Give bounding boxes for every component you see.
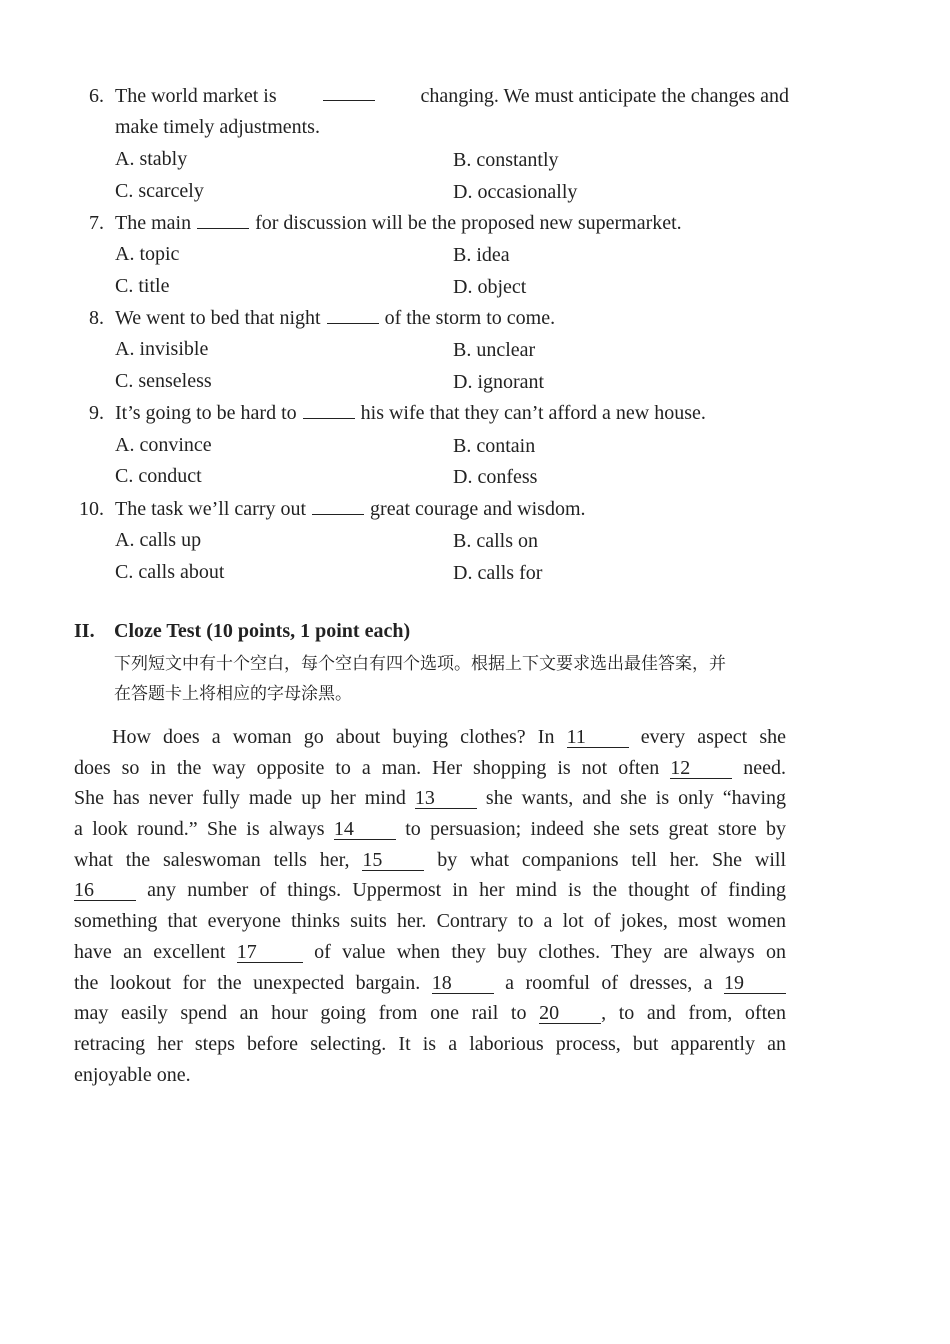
option-c: C. conduct xyxy=(115,465,202,487)
section-title: Cloze Test (10 points, 1 point each) xyxy=(114,620,411,642)
question-number: 8. xyxy=(89,307,104,329)
blank-19: 19 xyxy=(724,973,786,994)
answer-blank xyxy=(327,307,379,324)
stem-text: The world market is xyxy=(115,85,277,107)
option-d: D. occasionally xyxy=(453,181,578,203)
passage-line xyxy=(74,722,786,753)
option-a: A. calls up xyxy=(115,529,202,551)
blank-14: 14 xyxy=(334,819,396,840)
passage-text: She has never fully made up her mind xyxy=(74,787,406,810)
passage-line xyxy=(74,814,786,845)
passage-text: a look round.” She is always xyxy=(74,818,325,841)
question-stem xyxy=(115,211,682,235)
option-d: D. ignorant xyxy=(453,371,545,393)
question-number: 6. xyxy=(89,85,104,107)
question-stem xyxy=(115,401,706,425)
blank-20: 20 xyxy=(539,1003,601,1024)
stem-text: great courage and wisdom. xyxy=(370,498,586,520)
option-b: B. unclear xyxy=(453,339,536,361)
passage-text: does so in the way opposite to a man. Her shopping is not often xyxy=(74,756,660,779)
answer-blank xyxy=(323,84,375,101)
passage-line: enjoyable one. xyxy=(74,1063,191,1086)
blank-15: 15 xyxy=(362,850,424,871)
passage-text: what the saleswoman tells her, xyxy=(74,848,350,871)
passage-line: retracing her steps before selecting. It is a laborious process, but apparently an xyxy=(74,1032,786,1055)
passage-line xyxy=(74,937,786,968)
passage-text: have an excellent xyxy=(74,940,226,963)
stem-text: The task we’ll carry out xyxy=(115,498,307,520)
option-a: A. invisible xyxy=(115,338,209,360)
blank-12: 12 xyxy=(670,758,732,779)
passage-line xyxy=(74,998,786,1029)
section-number: II. xyxy=(74,620,95,642)
passage-text: may easily spend an hour going from one rail to xyxy=(74,1002,527,1025)
option-d: D. confess xyxy=(453,466,538,488)
option-d: D. object xyxy=(453,276,527,298)
option-b: B. contain xyxy=(453,435,536,457)
answer-blank xyxy=(197,212,249,229)
question-number: 10. xyxy=(79,498,104,520)
stem-text: changing. We must anticipate the changes and xyxy=(420,85,789,107)
question-stem xyxy=(115,84,789,108)
passage-text: the lookout for the unexpected bargain. xyxy=(74,971,421,994)
passage-text: a roomful of dresses, a xyxy=(505,971,713,994)
passage-line xyxy=(74,968,786,999)
section-instruction: 在答题卡上将相应的字母涂黑。 xyxy=(114,684,352,704)
passage-text: of value when they buy clothes. They are always on xyxy=(314,940,787,963)
answer-blank xyxy=(312,498,364,515)
passage-text: any number of things. Uppermost in her mind is the thought of finding xyxy=(147,879,787,902)
passage-text: How does a woman go about buying clothes? In xyxy=(112,726,555,748)
stem-text: for discussion will be the proposed new supermarket. xyxy=(255,212,682,234)
stem-text: of the storm to come. xyxy=(384,307,556,329)
stem-text: We went to bed that night xyxy=(115,307,321,329)
passage-line xyxy=(74,753,786,784)
passage-text: by what companions tell her. She will xyxy=(437,848,787,871)
option-b: B. constantly xyxy=(453,149,559,171)
option-b: B. idea xyxy=(453,244,510,266)
option-d: D. calls for xyxy=(453,562,543,584)
section-instruction: 下列短文中有十个空白，每个空白有四个选项。根据上下文要求选出最佳答案，并 xyxy=(114,654,726,674)
question-stem xyxy=(115,306,555,330)
passage-text: to persuasion; indeed she sets great store by xyxy=(405,818,787,841)
question-number: 9. xyxy=(89,402,104,424)
answer-blank xyxy=(303,402,355,419)
option-c: C. title xyxy=(115,275,170,297)
question-number: 7. xyxy=(89,212,104,234)
passage-text: , to and from, often xyxy=(601,1002,787,1025)
passage-text: need. xyxy=(743,756,786,779)
passage-line: something that everyone thinks suits her. Contrary to a lot of jokes, most women xyxy=(74,910,786,933)
blank-11: 11 xyxy=(567,727,629,748)
blank-13: 13 xyxy=(415,788,477,809)
passage-line xyxy=(74,783,786,814)
option-c: C. senseless xyxy=(115,370,212,392)
option-a: A. convince xyxy=(115,434,212,456)
question-stem xyxy=(115,497,586,521)
blank-18: 18 xyxy=(432,973,494,994)
option-c: C. scarcely xyxy=(115,180,204,202)
option-c: C. calls about xyxy=(115,561,225,583)
stem-text: The main xyxy=(115,212,192,234)
stem-text: his wife that they can’t afford a new house. xyxy=(360,402,706,424)
option-a: A. stably xyxy=(115,148,188,170)
option-a: A. topic xyxy=(115,243,180,265)
blank-17: 17 xyxy=(237,942,303,963)
cloze-passage xyxy=(74,722,786,1090)
section-heading xyxy=(74,620,410,643)
stem-continuation: make timely adjustments. xyxy=(115,116,320,138)
passage-text: every aspect she xyxy=(640,726,787,748)
passage-line xyxy=(74,875,786,906)
option-b: B. calls on xyxy=(453,530,538,552)
stem-text: It’s going to be hard to xyxy=(115,402,297,424)
passage-line xyxy=(74,845,786,876)
passage-text: she wants, and she is only “having xyxy=(485,787,787,810)
blank-16: 16 xyxy=(74,880,136,901)
